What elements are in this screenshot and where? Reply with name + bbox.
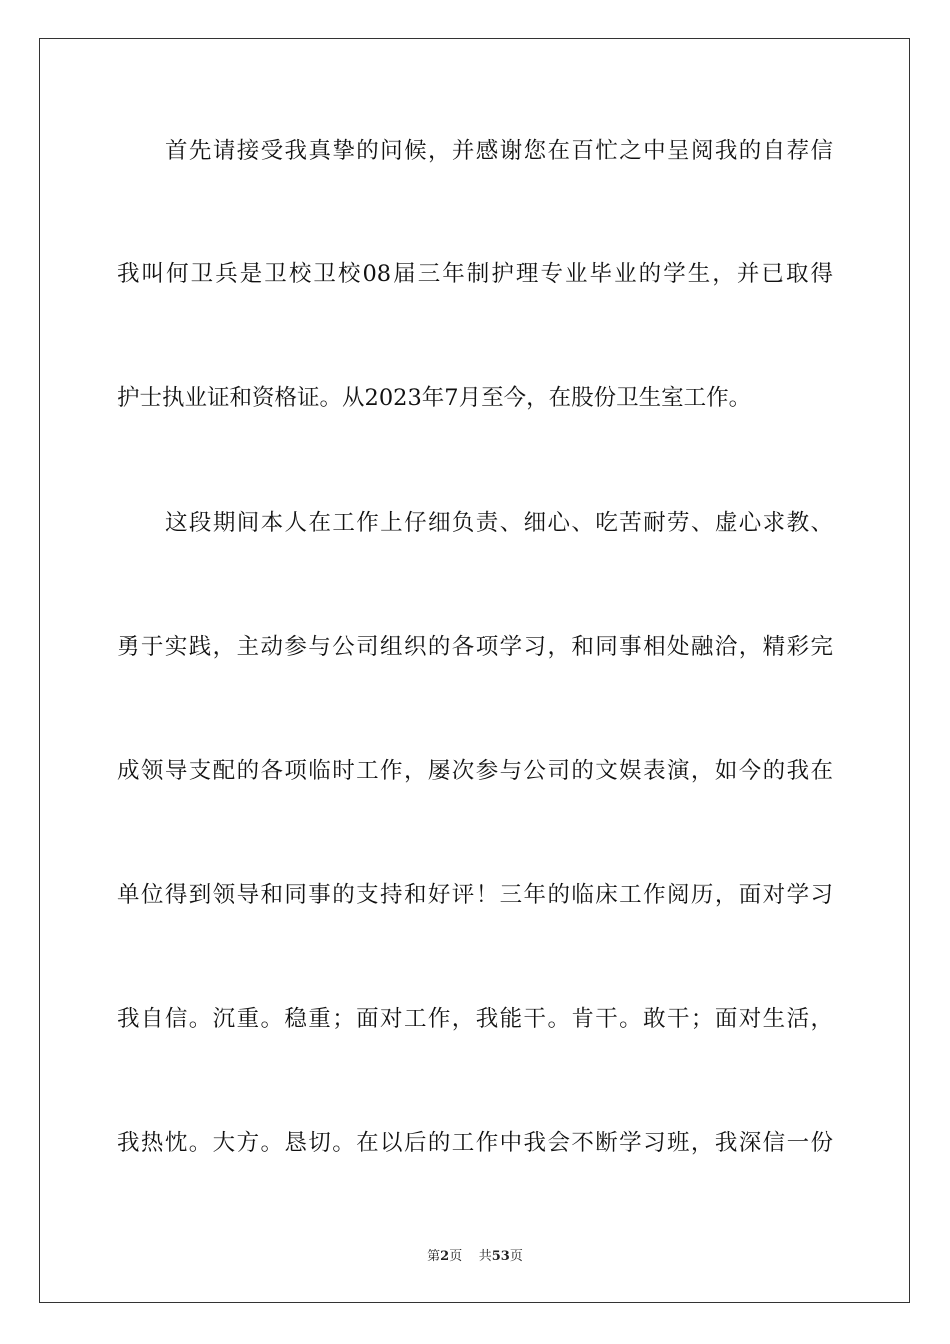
footer-page-prefix: 第 [427, 1249, 441, 1264]
paragraph-line-8: 我自信。沉重。稳重；面对工作，我能干。肯干。敢干；面对生活， [117, 1006, 833, 1032]
page-border [39, 38, 910, 1303]
footer-total-pages: 53 [491, 1249, 510, 1264]
paragraph-line-2: 我叫何卫兵是卫校卫校08届三年制护理专业毕业的学生，并已取得 [117, 261, 833, 287]
paragraph-line-9: 我热忱。大方。恳切。在以后的工作中我会不断学习班，我深信一份 [117, 1130, 833, 1156]
paragraph-line-3: 护士执业证和资格证。从2023年7月至今，在股份卫生室工作。 [117, 385, 752, 411]
paragraph-line-4: 这段期间本人在工作上仔细负责、细心、吃苦耐劳、虚心求教、 [165, 510, 833, 536]
footer-page-suffix: 页 [449, 1249, 463, 1264]
footer-total-prefix: 共 [478, 1249, 492, 1264]
footer-total-suffix: 页 [509, 1249, 523, 1264]
page-footer [0, 1248, 950, 1266]
paragraph-line-5: 勇于实践，主动参与公司组织的各项学习，和同事相处融洽，精彩完 [117, 634, 833, 660]
paragraph-line-7: 单位得到领导和同事的支持和好评！三年的临床工作阅历，面对学习 [117, 882, 833, 908]
footer-page-number: 2 [440, 1249, 450, 1264]
paragraph-line-6: 成领导支配的各项临时工作，屡次参与公司的文娱表演，如今的我在 [117, 758, 833, 784]
paragraph-line-1: 首先请接受我真挚的问候，并感谢您在百忙之中呈阅我的自荐信 [165, 138, 833, 164]
